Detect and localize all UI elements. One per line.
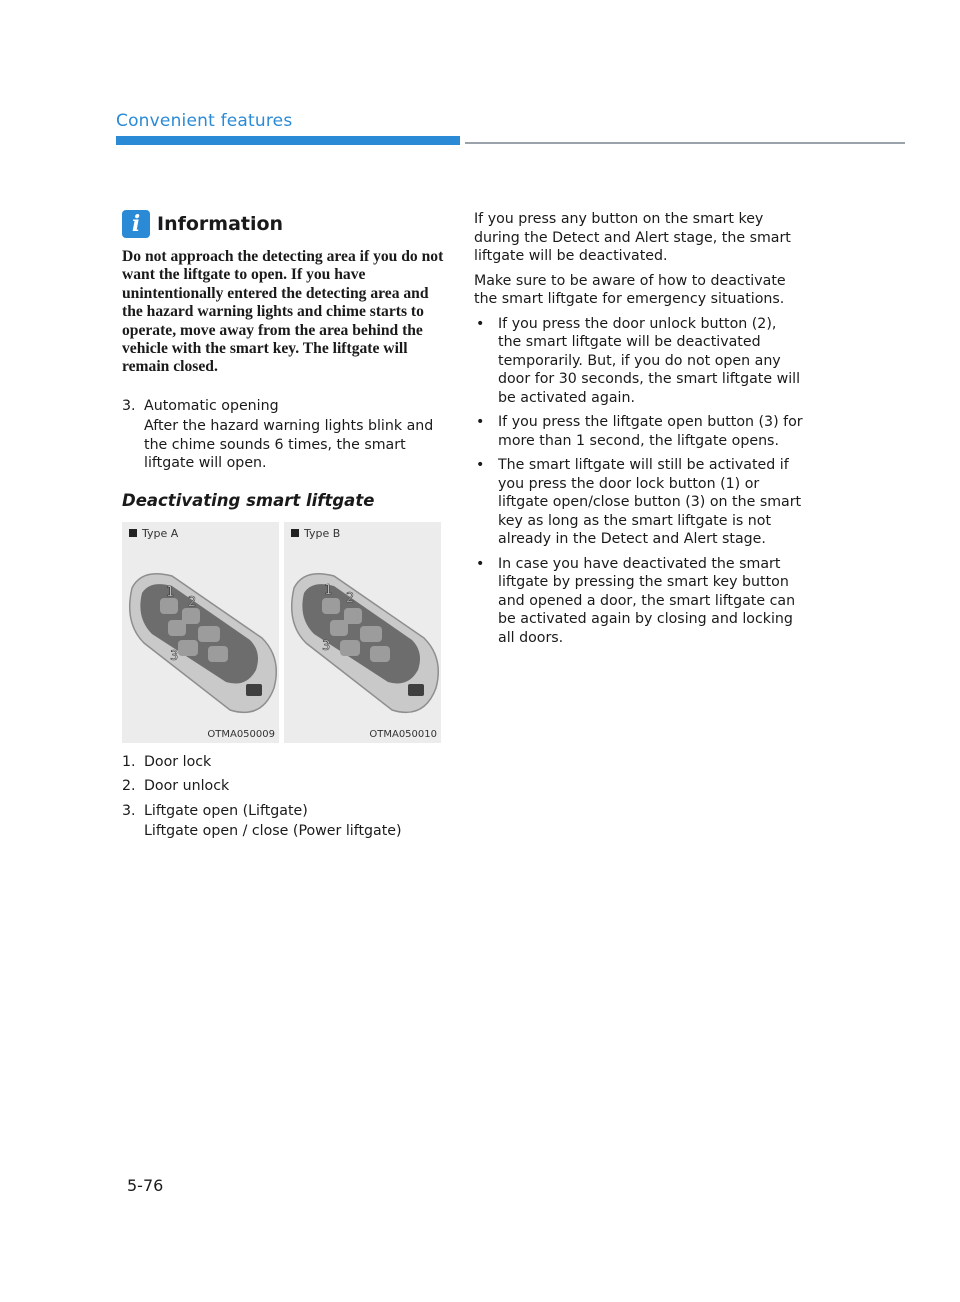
section-title: Convenient features — [116, 111, 293, 131]
lock-button — [322, 598, 340, 614]
bullet-item: • The smart liftgate will still be activated if you press the door lock button (1) or liftgate open/close button (3) on the smart key as long as the smart liftgate is not already in the Detect and Alert stage. — [476, 457, 802, 547]
legend-item: 3. Liftgate open (Liftgate) Liftgate open / close (Power liftgate) — [122, 802, 402, 840]
info-icon: i — [122, 210, 150, 238]
step-title: Automatic opening — [144, 397, 279, 414]
figure-code: OTMA050009 — [207, 728, 275, 740]
callout-3: 3 — [170, 648, 179, 664]
legend-item: 1. Door lock — [122, 753, 212, 770]
step-3 — [122, 397, 444, 473]
figures — [122, 522, 444, 743]
left-column — [122, 210, 444, 841]
info-heading — [122, 210, 444, 238]
step-number: 3. — [122, 397, 136, 414]
paragraph: If you press any button on the smart key during the Detect and Alert stage, the smart liftgate will be deactivated. — [474, 211, 791, 264]
paragraph: Make sure to be aware of how to deactivate the smart liftgate for emergency situations. — [474, 272, 786, 307]
smart-key-illustration — [284, 548, 441, 728]
bullet-item: • If you press the door unlock button (2), the smart liftgate will be deactivated temporarily. But, if you do not open any door for 30 seconds, the smart liftgate will be activated again. — [476, 315, 801, 406]
bullet-item: • In case you have deactivated the smart liftgate by pressing the smart key button and opened a door, the smart liftgate can be activated again by closing and locking all doors. — [476, 555, 796, 646]
header-rule-accent — [116, 136, 460, 145]
liftgate-button — [340, 640, 360, 656]
bullet-icon: • — [476, 315, 485, 332]
callout-2: 2 — [188, 594, 197, 610]
bullet-icon: • — [476, 555, 485, 572]
figure-type-a — [122, 522, 279, 743]
bullet-icon: • — [476, 457, 485, 473]
lock-button — [160, 598, 178, 614]
liftgate-button — [178, 640, 198, 656]
figure-label: Type A — [129, 527, 178, 540]
bullet-icon: • — [476, 414, 485, 430]
right-column — [474, 210, 804, 653]
header-rule — [465, 142, 905, 144]
step-body: After the hazard warning lights blink and the chime sounds 6 times, the smart liftgate will open. — [144, 418, 434, 472]
callout-1: 1 — [166, 584, 175, 600]
info-title: Information — [157, 213, 284, 235]
callout-2: 2 — [346, 590, 355, 606]
info-body: Do not approach the detecting area if you do not want the liftgate to open. If you have unintentionally entered the detecting area and the hazard warning lights and chime starts to operate, move away from the area behind the vehicle with the smart key. The liftgate will remain closed. — [122, 248, 444, 376]
callout-1: 1 — [324, 582, 333, 598]
bullet-item: • If you press the liftgate open button (3) for more than 1 second, the liftgate opens. — [476, 414, 803, 449]
subheading: Deactivating smart liftgate — [122, 490, 375, 510]
legend-item: 2. Door unlock — [122, 778, 230, 795]
button-legend — [122, 753, 444, 841]
figure-label: Type B — [291, 527, 340, 540]
callout-3: 3 — [322, 638, 331, 654]
figure-type-b — [284, 522, 441, 743]
figure-code: OTMA050010 — [369, 728, 437, 740]
page-number: 5-76 — [127, 1176, 164, 1195]
smart-key-illustration — [122, 548, 279, 728]
